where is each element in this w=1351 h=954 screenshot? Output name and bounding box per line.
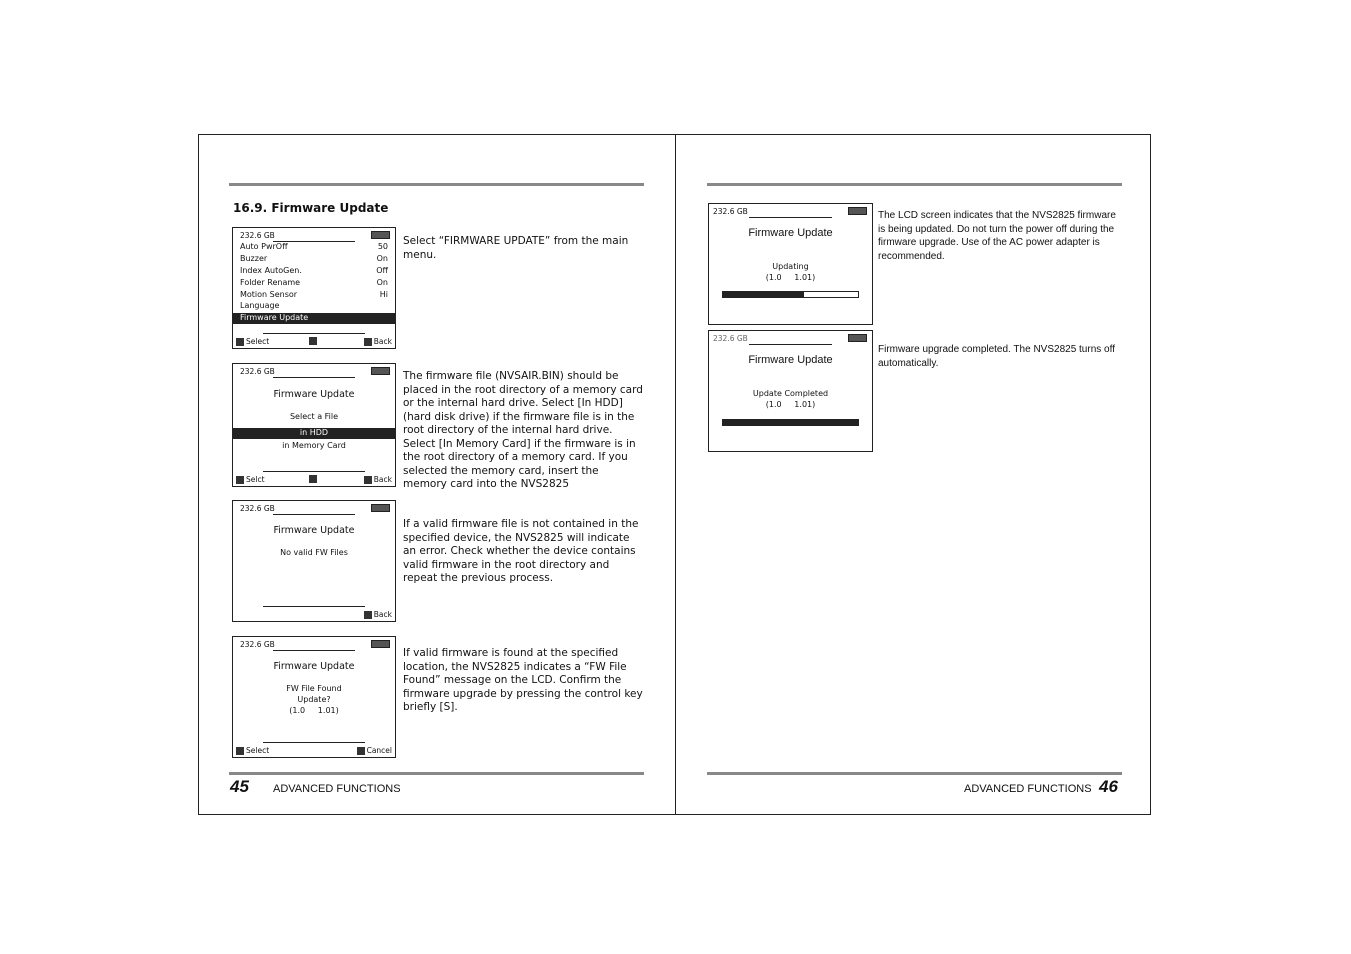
updown-key-icon (309, 475, 317, 483)
select-key-icon (236, 747, 244, 755)
capacity-label: 232.6 GB (713, 334, 748, 343)
lcd-screen-no-valid-files (232, 500, 396, 622)
lcd-screen-fw-found (232, 636, 396, 758)
version-text: (1.0 1.01) (289, 706, 339, 715)
updown-key-icon (309, 337, 317, 345)
bottom-rule-right (707, 772, 1122, 775)
lcd-separator (273, 650, 355, 651)
lcd-separator (263, 333, 365, 334)
progress-bar (722, 291, 859, 298)
paragraph-firmware-location: The firmware file (NVSAIR.BIN) should be placed in the root directory of a memory card or the internal hard drive. Select [In HDD] (hard disk drive) if the firmware file is in the root directory of the internal hard drive. Select [In Memory Card] if the firmware is in the root directory of a memory card. If you selected the memory card, insert the memory card into the NVS2825 (403, 370, 643, 490)
paragraph-no-valid-firmware: If a valid firmware file is not contained in the specified device, the NVS2825 will indicate an error. Check whether the device contains valid firmware in the root directory and repeat the previous process. (403, 518, 639, 584)
lcd-separator (749, 344, 832, 345)
battery-icon (371, 231, 390, 239)
version-text: (1.0 1.01) (765, 273, 816, 282)
paragraph-updating: The LCD screen indicates that the NVS2825 firmware is being updated. Do not turn the power off during the firmware upgrade. Use of the AC power adapter is recommended. (878, 210, 1116, 262)
screen-title: Firmware Update (748, 354, 833, 366)
select-key-hint: Select (236, 746, 269, 755)
cancel-key-hint: Cancel (357, 746, 392, 755)
capacity-label: 232.6 GB (713, 207, 748, 216)
capacity-label: 232.6 GB (240, 367, 275, 376)
lcd-screen-update-completed (708, 330, 873, 452)
select-key-icon (236, 338, 244, 346)
status-text: Update Completed (752, 389, 829, 398)
capacity-label: 232.6 GB (240, 231, 275, 240)
lcd-screen-select-file (232, 363, 396, 487)
cancel-key-icon (357, 747, 365, 755)
screen-subtitle: Select a File (289, 412, 339, 421)
menu-row: Motion Sensor Hi (240, 290, 388, 299)
menu-row: Language (240, 301, 280, 310)
screen-title: Firmware Update (273, 389, 355, 400)
menu-row: Buzzer On (240, 254, 388, 263)
capacity-label: 232.6 GB (240, 504, 275, 513)
screen-title: Firmware Update (273, 525, 355, 536)
top-rule-right (707, 183, 1122, 186)
top-rule-left (229, 183, 644, 186)
capacity-label: 232.6 GB (240, 640, 275, 649)
progress-bar-fill (723, 420, 858, 425)
fw-found-text: FW File Found (286, 684, 342, 693)
option-selected: in HDD (233, 428, 395, 439)
menu-row-selected: Firmware Update (233, 313, 395, 324)
back-key-hint: Back (364, 610, 392, 619)
lcd-screen-main-menu (232, 227, 396, 349)
lcd-separator (273, 514, 355, 515)
version-text: (1.0 1.01) (765, 400, 816, 409)
paragraph-fw-found: If valid firmware is found at the specified location, the NVS2825 indicates a “FW File Found” message on the LCD. Confirm the firmware upgrade by pressing the control key briefly [S]. (403, 647, 643, 713)
error-message: No valid FW Files (280, 548, 348, 557)
page-number-right: 46 (1099, 777, 1118, 796)
lcd-separator (273, 377, 355, 378)
select-key-hint: Selct (236, 475, 265, 484)
battery-icon (848, 334, 867, 342)
status-text: Updating (772, 262, 809, 271)
option: in Memory Card (282, 441, 346, 450)
back-key-hint: Back (364, 337, 392, 346)
lcd-separator (263, 742, 365, 743)
back-key-icon (364, 338, 372, 346)
battery-icon (371, 367, 390, 375)
battery-icon (848, 207, 867, 215)
menu-row: Folder Rename On (240, 278, 388, 287)
menu-row: Index AutoGen. Off (240, 266, 388, 275)
back-key-hint: Back (364, 475, 392, 484)
footer-title-right: ADVANCED FUNCTIONS (964, 783, 1092, 795)
section-title: 16.9. Firmware Update (233, 201, 389, 215)
lcd-separator (263, 606, 365, 607)
screen-title: Firmware Update (273, 661, 355, 672)
lcd-separator (263, 471, 365, 472)
progress-bar (722, 419, 859, 426)
page-number-left: 45 (230, 777, 249, 796)
paragraph-completed: Firmware upgrade completed. The NVS2825 turns off automatically. (878, 344, 1115, 369)
lcd-separator (749, 217, 832, 218)
bottom-rule-left (229, 772, 644, 775)
back-key-icon (364, 476, 372, 484)
battery-icon (371, 640, 390, 648)
paragraph-select-menu: Select “FIRMWARE UPDATE” from the main menu. (403, 235, 629, 261)
menu-row: Auto PwrOff 50 (240, 242, 388, 251)
update-prompt: Update? (297, 695, 331, 704)
back-key-icon (364, 611, 372, 619)
page-divider (675, 134, 676, 815)
select-key-hint: Select (236, 337, 269, 346)
progress-bar-fill (723, 292, 804, 297)
footer-title-left: ADVANCED FUNCTIONS (273, 783, 401, 795)
screen-title: Firmware Update (748, 227, 833, 239)
battery-icon (371, 504, 390, 512)
lcd-screen-updating (708, 203, 873, 325)
select-key-icon (236, 476, 244, 484)
